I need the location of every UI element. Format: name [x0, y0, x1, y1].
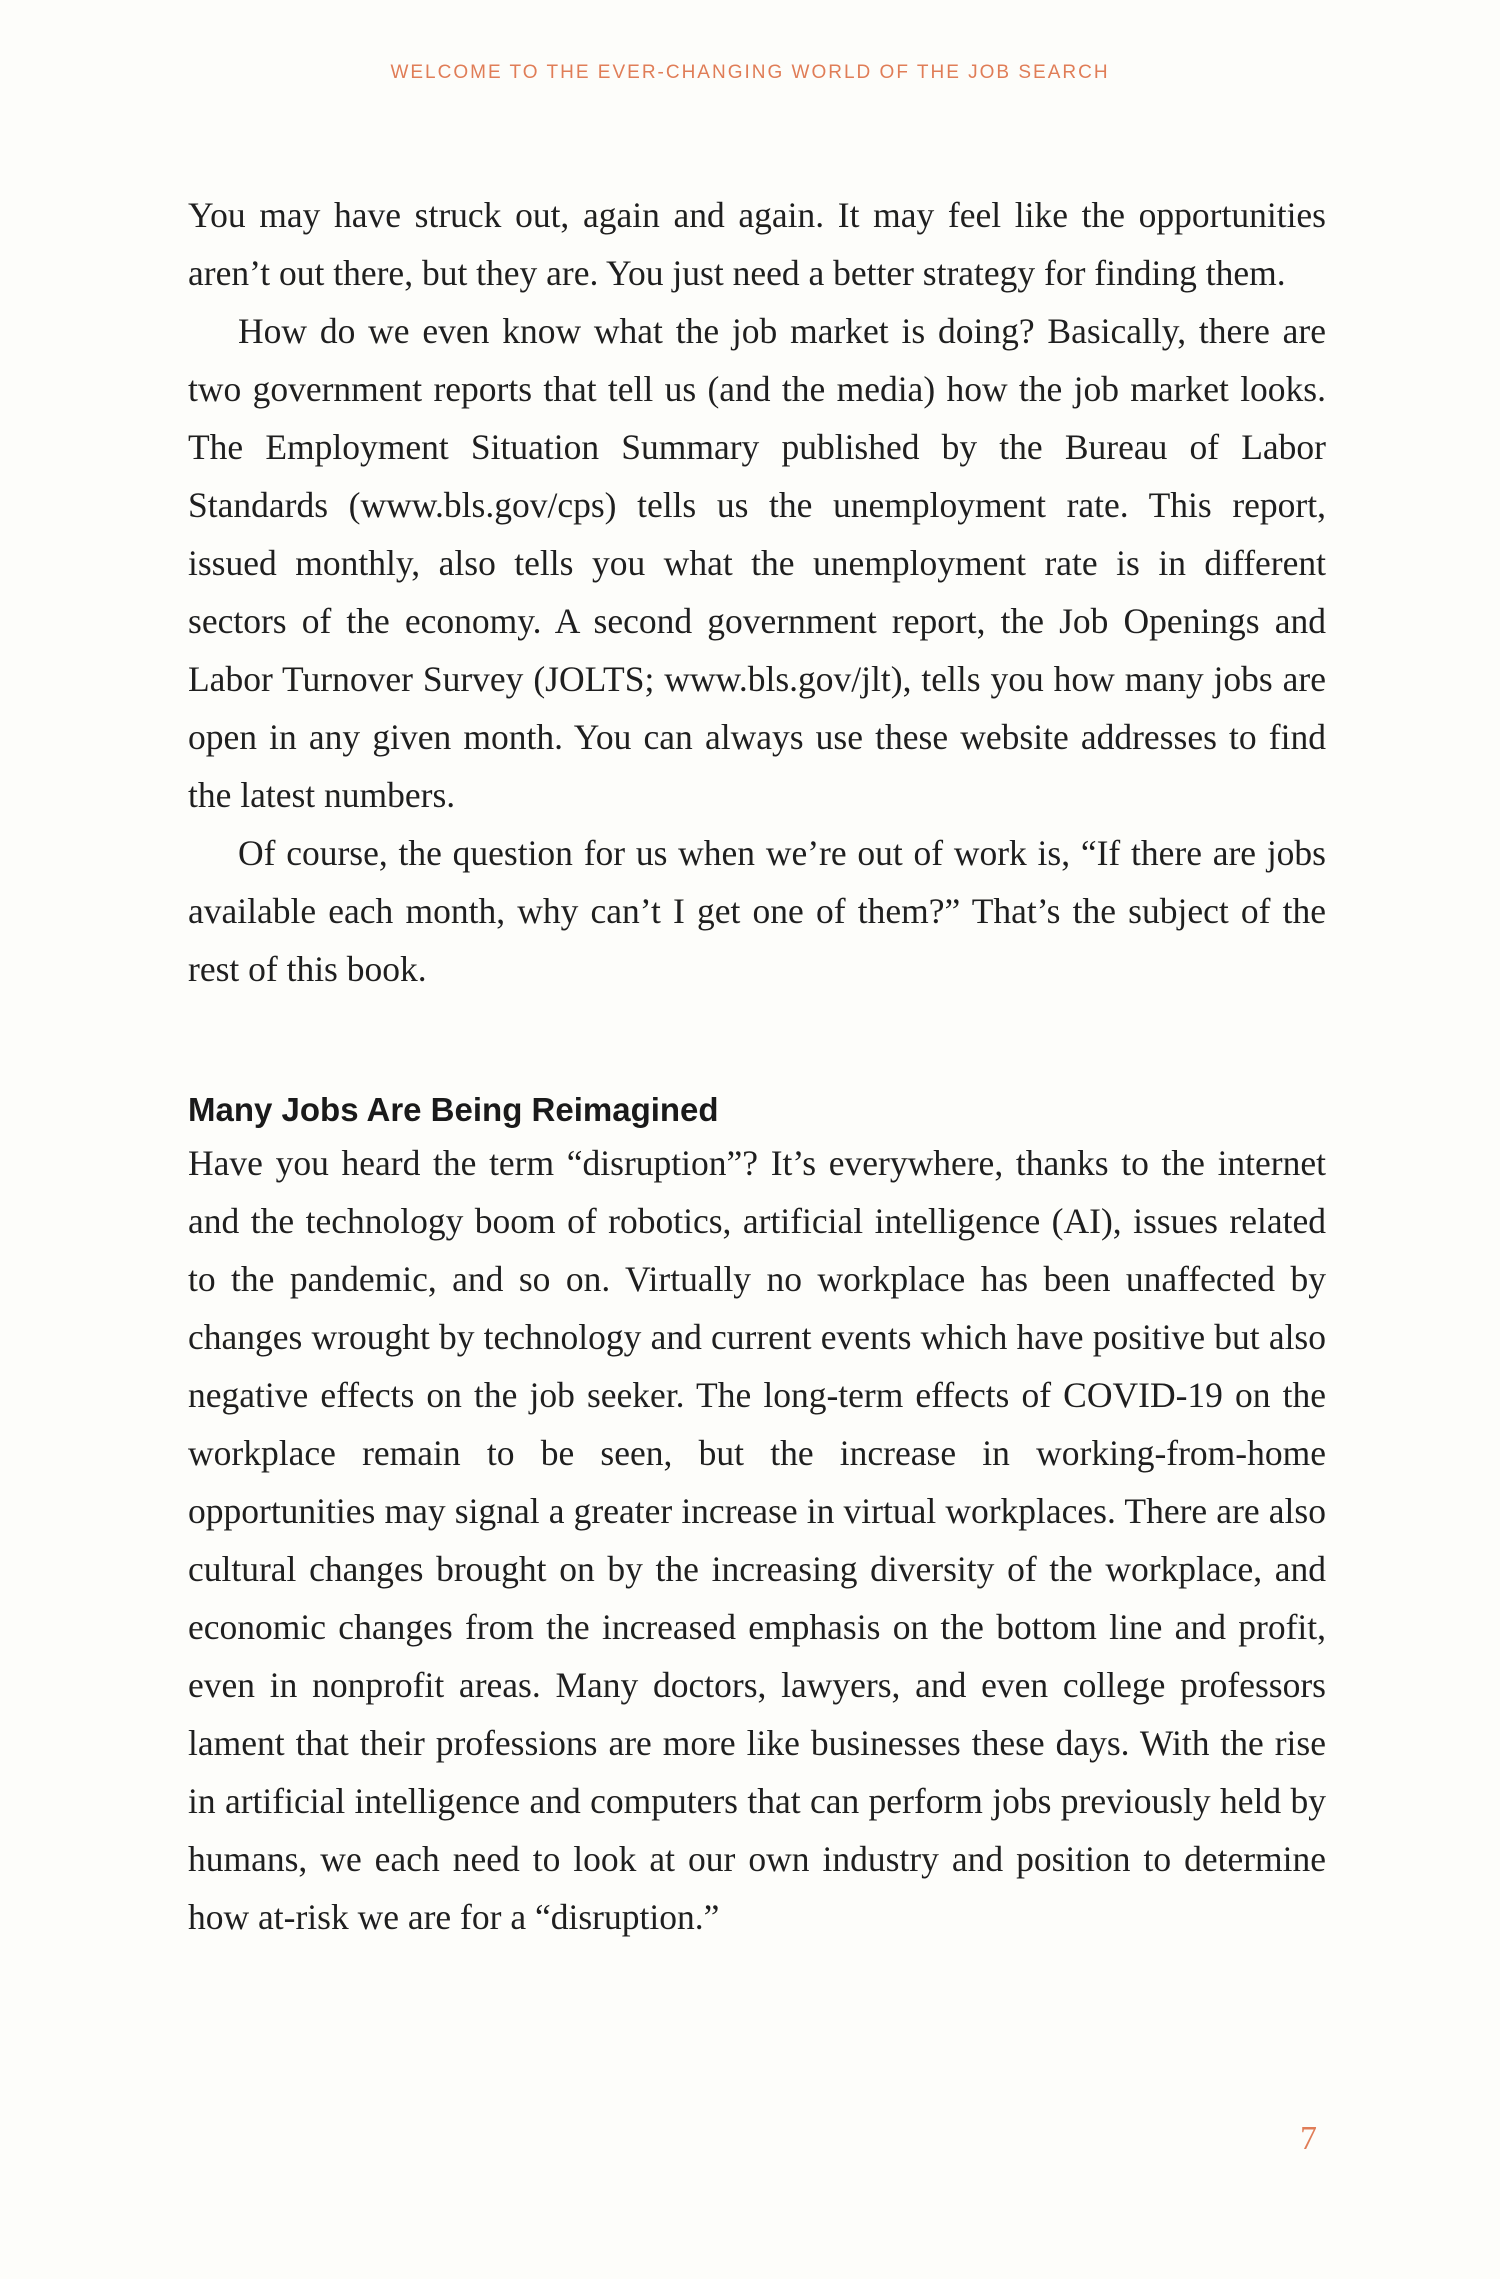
- section-paragraph: Have you heard the term “disruption”? It’s everywhere, thanks to the internet and the technology boom of robotics, artificial intelligence (AI), issues related to the pandemic, and so on. Virtually no workplace has been unaffected by changes wrought by technology and current events which have positive but also negative effects on the job seeker. The long-term effects of COVID-19 on the workplace remain to be seen, but the increase in working-from-home opportunities may signal a greater increase in virtual workplaces. There are also cultural changes brought on by the increasing diversity of the workplace, and economic changes from the increased emphasis on the bottom line and profit, even in nonprofit areas. Many doctors, lawyers, and even college professors lament that their professions are more like businesses these days. With the rise in artificial intelligence and computers that can perform jobs previously held by humans, we each need to look at our own industry and position to determine how at-risk we are for a “disruption.”: [188, 1143, 1326, 1937]
- paragraph-2: How do we even know what the job market is doing? Basically, there are two government reports that tell us (and the media) how the job market looks. The Employment Situation Summary published by the Bureau of Labor Standards (www.bls.gov/cps) tells us the unemployment rate. This report, issued monthly, also tells you what the unemployment rate is in different sectors of the economy. A second government report, the Job Openings and Labor Turnover Survey (JOLTS; www.bls.gov/jlt), tells you how many jobs are open in any given month. You can always use these website addresses to find the latest numbers.: [188, 311, 1326, 815]
- running-head: WELCOME TO THE EVER-CHANGING WORLD OF THE JOB SEARCH: [390, 62, 1110, 83]
- section-heading: Many Jobs Are Being Reimagined: [188, 1091, 719, 1128]
- body-text: [188, 186, 1326, 1946]
- paragraph-3: Of course, the question for us when we’re out of work is, “If there are jobs available each month, why can’t I get one of them?” That’s the subject of the rest of this book.: [188, 833, 1326, 989]
- page-number: 7: [1300, 2120, 1317, 2157]
- paragraph-1: You may have struck out, again and again. It may feel like the opportunities aren’t out there, but they are. You just need a better strategy for finding them.: [188, 195, 1326, 293]
